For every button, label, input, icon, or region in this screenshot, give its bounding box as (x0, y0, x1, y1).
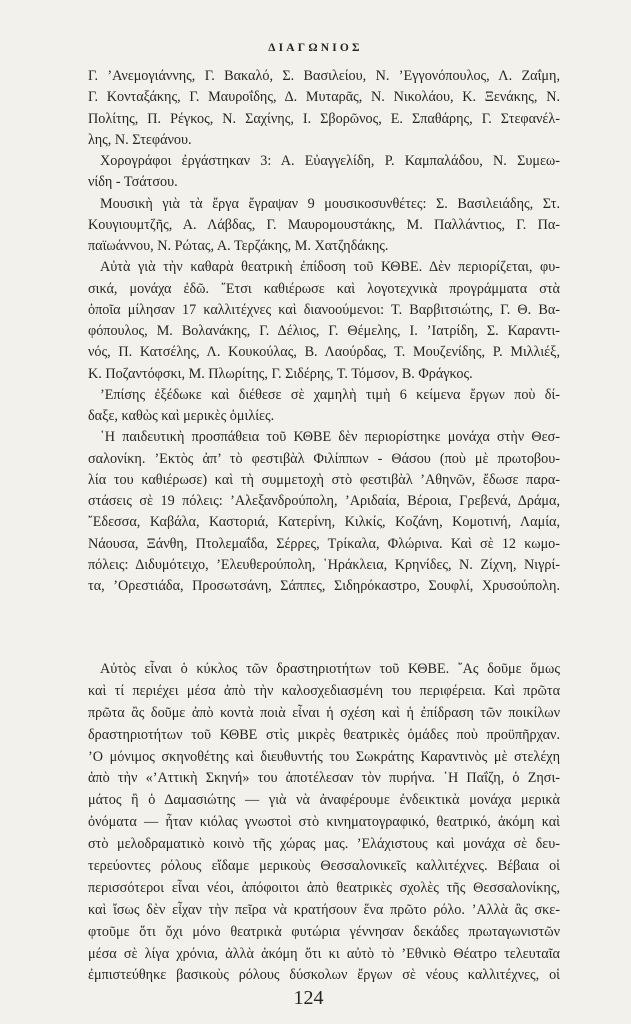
text-line: λία του καθιέρωσε) καὶ τὴ συμμετοχὴ στὸ φεστιβὰλ ’Αθηνῶν, ἔδωσε παρα- (88, 471, 560, 488)
text-line: πρῶτα ἂς δοῦμε ἀπὸ κοντὰ ποιὰ εἶναι ἡ σχέση καὶ ἡ ἐπίδραση τῶν ποικίλων (88, 704, 560, 721)
text-line: Αὐτὸς εἶναι ὁ κύκλος τῶν δραστηριοτήτων τοῦ ΚΘΒΕ. ῎Ας δοῦμε ὅμως (100, 661, 560, 677)
text-block-1 (88, 66, 560, 597)
text-line: νός, Π. Κατσέλης, Λ. Κουκούλας, Β. Λαούρδας, Τ. Μουζενίδης, Ρ. Μιλλιέξ, (88, 344, 560, 361)
text-line: ἐμπιστεύθηκε βασικοὺς ρόλους δύσκολων ἔργων σὲ νέους καλλιτέχνες, οἱ (88, 967, 560, 984)
text-line: τα, ’Ορεστιάδα, Προσωτσάνη, Σάππες, Σιδηρόκαστρο, Σουφλί, Χρυσούπολη. (88, 578, 560, 594)
text-line: φτοῦμε ὅτι ὄχι μόνο θεατρικὰ φυτώρια γέννησαν δεκάδες πρωταγωνιστῶν (88, 923, 560, 940)
text-line: περισσότεροι εἶναι νέοι, ἀπόφοιτοι ἀπὸ θεατρικὲς σχολὲς τῆς Θεσσαλονίκης, (88, 879, 560, 896)
text-line: Πολίτης, Π. Ρέγκος, Ν. Σαχίνης, Ι. Σβορῶνος, Ε. Σπαθάρης, Γ. Στεφανέλ- (88, 110, 560, 127)
text-line: Κουγιουμτζῆς, Α. Λάβδας, Γ. Μαυρομουστάκης, Μ. Παλλάντιος, Γ. Πα- (88, 216, 560, 233)
text-line: Κ. Ποζαντόφσκι, Μ. Πλωρίτης, Γ. Σιδέρης, Τ. Τόμσον, Β. Φράγκος. (88, 365, 473, 382)
text-line: Χορογράφοι ἐργάστηκαν 3: Α. Εὐαγγελίδη, Ρ. Καμπαλάδου, Ν. Συμεω- (100, 153, 560, 169)
text-line: ὀνόματα — ἦταν κιόλας γνωστοὶ στὸ κινηματογραφικό, θεατρικό, ἀκόμη καὶ (88, 814, 560, 831)
text-line: νίδη - Τσάτσου. (88, 174, 178, 191)
text-line: ἀπὸ τὴν «’Αττικὴ Σκηνή» του ἀποτέλεσαν τὸν πυρήνα. ῾Η Παΐζη, ὁ Ζησι- (88, 770, 560, 787)
text-line: ῾Η παιδευτικὴ προσπάθεια τοῦ ΚΘΒΕ δὲν περιορίστηκε μονάχα στὴν Θεσ- (100, 429, 560, 446)
page-number: 124 (293, 987, 324, 1009)
text-line: σικά, μονάχα ἐδῶ. ῎Ετσι καθιέρωσε καὶ λογοτεχνικὰ προγράμματα στὰ (88, 280, 560, 297)
text-line: Γ. ’Ανεμογιάννης, Γ. Βακαλό, Σ. Βασιλείου, Ν. ’Εγγονόπουλος, Λ. Ζαΐμη, (88, 68, 560, 84)
text-line: Νάουσα, Ξάνθη, Πτολεμαΐδα, Σέρρες, Τρίκαλα, Φλώρινα. Καὶ σὲ 12 κωμο- (88, 535, 560, 552)
text-line: μέσα σὲ λίγα χρόνια, ἀλλὰ ἀκόμη ὅτι κι αὐτὸ τὸ ’Εθνικὸ Θέατρο τελευταῖα (88, 945, 560, 962)
text-line: καὶ τί περιέχει μέσα ἀπὸ τὴν καλοσχεδιασμένη του περιφέρεια. Καὶ πρῶτα (88, 682, 560, 699)
text-line: Μουσικὴ γιὰ τὰ ἔργα ἔγραψαν 9 μουσικοσυνθέτες: Σ. Βασιλειάδης, Στ. (100, 195, 560, 212)
text-block-2 (88, 659, 560, 987)
running-head: ΔΙΑΓΩΝΙΟΣ (268, 42, 363, 54)
text-line: σαλονίκη. ’Εκτὸς ἀπ’ τὸ φεστιβὰλ Φιλίππων - Θάσου (ποὺ μὲ πρωτοβου- (88, 450, 560, 467)
text-line: μάτος ἢ ὁ Δαμασιώτης — γιὰ νὰ ἀναφέρουμε ἐνδεικτικὰ μονάχα μερικὰ (88, 792, 560, 809)
text-line: Αὐτὰ γιὰ τὴν καθαρὰ θεατρικὴ ἐπίδοση τοῦ ΚΘΒΕ. Δὲν περιορίζεται, φυ- (100, 259, 560, 276)
text-line: τερεύοντες ρόλους εἴδαμε μερικοὺς Θεσσαλονικεῖς καλλιτέχνες. Βέβαια οἱ (88, 858, 560, 875)
text-line: ’Επίσης ἐξέδωκε καὶ διέθεσε σὲ χαμηλὴ τιμὴ 6 κείμενα ἔργων ποὺ δί- (100, 386, 560, 403)
text-line: δραστηριοτήτων τοῦ ΚΘΒΕ στὶς μικρὲς θεατρικὲς ὁμάδες ποὺ προϋπῆρχαν. (88, 726, 560, 743)
text-line: πόλεις: Διδυμότειχο, ’Ελευθερούπολη, ῾Ηράκλεια, Κρηνίδες, Ν. Ζίχνη, Νιγρί- (88, 556, 560, 573)
text-line: Γ. Κονταξάκης, Γ. Μαυροΐδης, Δ. Μυταρᾶς, Ν. Νικολάου, Κ. Ξενάκης, Ν. (88, 89, 560, 106)
text-line: δαξε, καθὼς καὶ μερικὲς ὁμιλίες. (88, 408, 275, 424)
text-line: ’Ο μόνιμος σκηνοθέτης καὶ διευθυντής του Σωκράτης Καραντινὸς μὲ στελέχη (88, 748, 560, 765)
text-line: φόπουλος, Μ. Βολανάκης, Γ. Δέλιος, Γ. Θέμελης, Ι. ’Ιατρίδη, Σ. Καραντι- (88, 323, 560, 339)
text-line: στάσεις σὲ 19 πόλεις: ’Αλεξανδρούπολη, ’Αριδαία, Βέροια, Γρεβενά, Δράμα, (88, 493, 560, 509)
text-line: λης, Ν. Στεφάνου. (88, 131, 192, 148)
text-line: στὸ μελοδραματικὸ κοινὸ τῆς χώρας μας. ’Ελάχιστους καὶ μονάχα σὲ δευ- (88, 836, 560, 853)
text-line: ὁποῖα μίλησαν 17 καλλιτέχνες καὶ διανοούμενοι: Τ. Βαρβιτσιώτης, Γ. Θ. Βα- (88, 301, 560, 318)
text-line: παϊωάννου, Ν. Ρώτας, Α. Τερζάκης, Μ. Χατζηδάκης. (88, 238, 389, 254)
text-line: ῎Εδεσσα, Καβάλα, Καστοριά, Κατερίνη, Κιλκίς, Κοζάνη, Κομοτινή, Λαμία, (88, 514, 560, 531)
text-line: καὶ ἴσως δὲν εἶχαν τὴν πεῖρα νὰ κρατήσουν ἕνα πρῶτο ρόλο. ’Αλλὰ ἂς σκε- (88, 901, 560, 918)
